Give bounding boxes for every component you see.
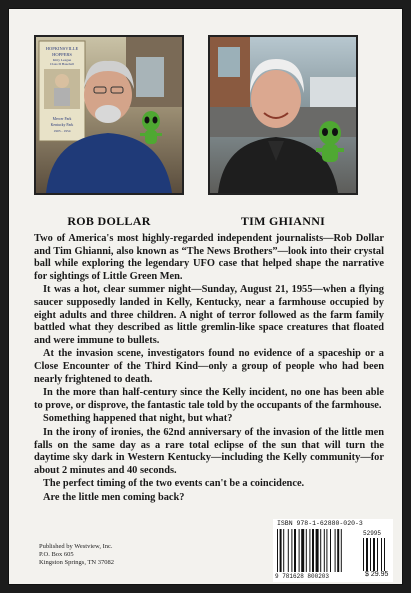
isbn-barcode (273, 519, 393, 582)
blurb-paragraph: It was a hot, clear summer night—Sunday, August 21, 1955—when a flying saucer supposedly landed in Kelly, Kentucky, near a farmhouse occupied by eight adults and three children. A night of terror followed as the farm family battled what they described as little gremlin-like space creatures that floated and were immune to bullets. (34, 284, 384, 346)
blurb-text (34, 233, 384, 505)
author-photo-rob-dollar (34, 35, 184, 195)
book-back-cover (8, 8, 403, 585)
sign-line-3: Kitty League (52, 58, 72, 62)
sign-line-1: HOPKINSVILLE (45, 46, 79, 51)
price-label: $ 29.95 (365, 571, 389, 578)
publisher-address: P.O. Box 605 (39, 551, 74, 558)
author-photo-tim-ghianni (208, 35, 358, 195)
blurb-paragraph: At the invasion scene, investigators found no evidence of a spaceship or a Close Encounter of the Third Kind—only a group of people who had been nearly frightened to death. (34, 348, 384, 385)
price-code: 52995 (363, 530, 382, 537)
sign-line-2: HOPPERS (52, 52, 72, 57)
sign-line-5: Mercer Park (52, 117, 72, 121)
publisher-name: Published by Westview, Inc. (39, 543, 113, 550)
author-name-rob-dollar: ROB DOLLAR (67, 214, 151, 228)
sign-line-4: Class D Baseball (50, 62, 74, 66)
barcode-digits: 9 781628 800203 (275, 573, 330, 580)
blurb-paragraph: In the irony of ironies, the 62nd anniversary of the invasion of the little men falls on the same day as a rare total eclipse of the sun that will turn the daytime sky dark in Western Kentucky—including the Kelly community—for about 2 minutes and 40 seconds. (34, 426, 384, 476)
alien-figure-icon (140, 111, 162, 144)
sign-line-6: Kentucky Park (50, 123, 74, 127)
sign-line-7: 1903 - 1954 (53, 129, 71, 133)
blurb-paragraph: Two of America's most highly-regarded independent journalists—Rob Dollar and Tim Ghianni, also known as “The News Brothers”—look into their crystal ball while exploring the legendary UFO case that helped shape the narrative for sightings of Little Green Men. (34, 233, 384, 282)
isbn-number: ISBN 978-1-62880-020-3 (277, 520, 363, 527)
blurb-paragraph: Are the little men coming back? (43, 491, 185, 503)
author-name-tim-ghianni: TIM GHIANNI (240, 214, 326, 228)
publisher-info (39, 543, 114, 567)
blurb-paragraph: In the more than half-century since the Kelly incident, no one has been able to prove, or disprove, the fantastic tale told by the occupants of the farmhouse. (34, 387, 384, 411)
blurb-paragraph: Something happened that night, but what? (43, 413, 233, 425)
blurb-paragraph: The perfect timing of the two events can't be a coincidence. (43, 478, 305, 490)
publisher-city: Kingston Springs, TN 37082 (39, 559, 114, 566)
